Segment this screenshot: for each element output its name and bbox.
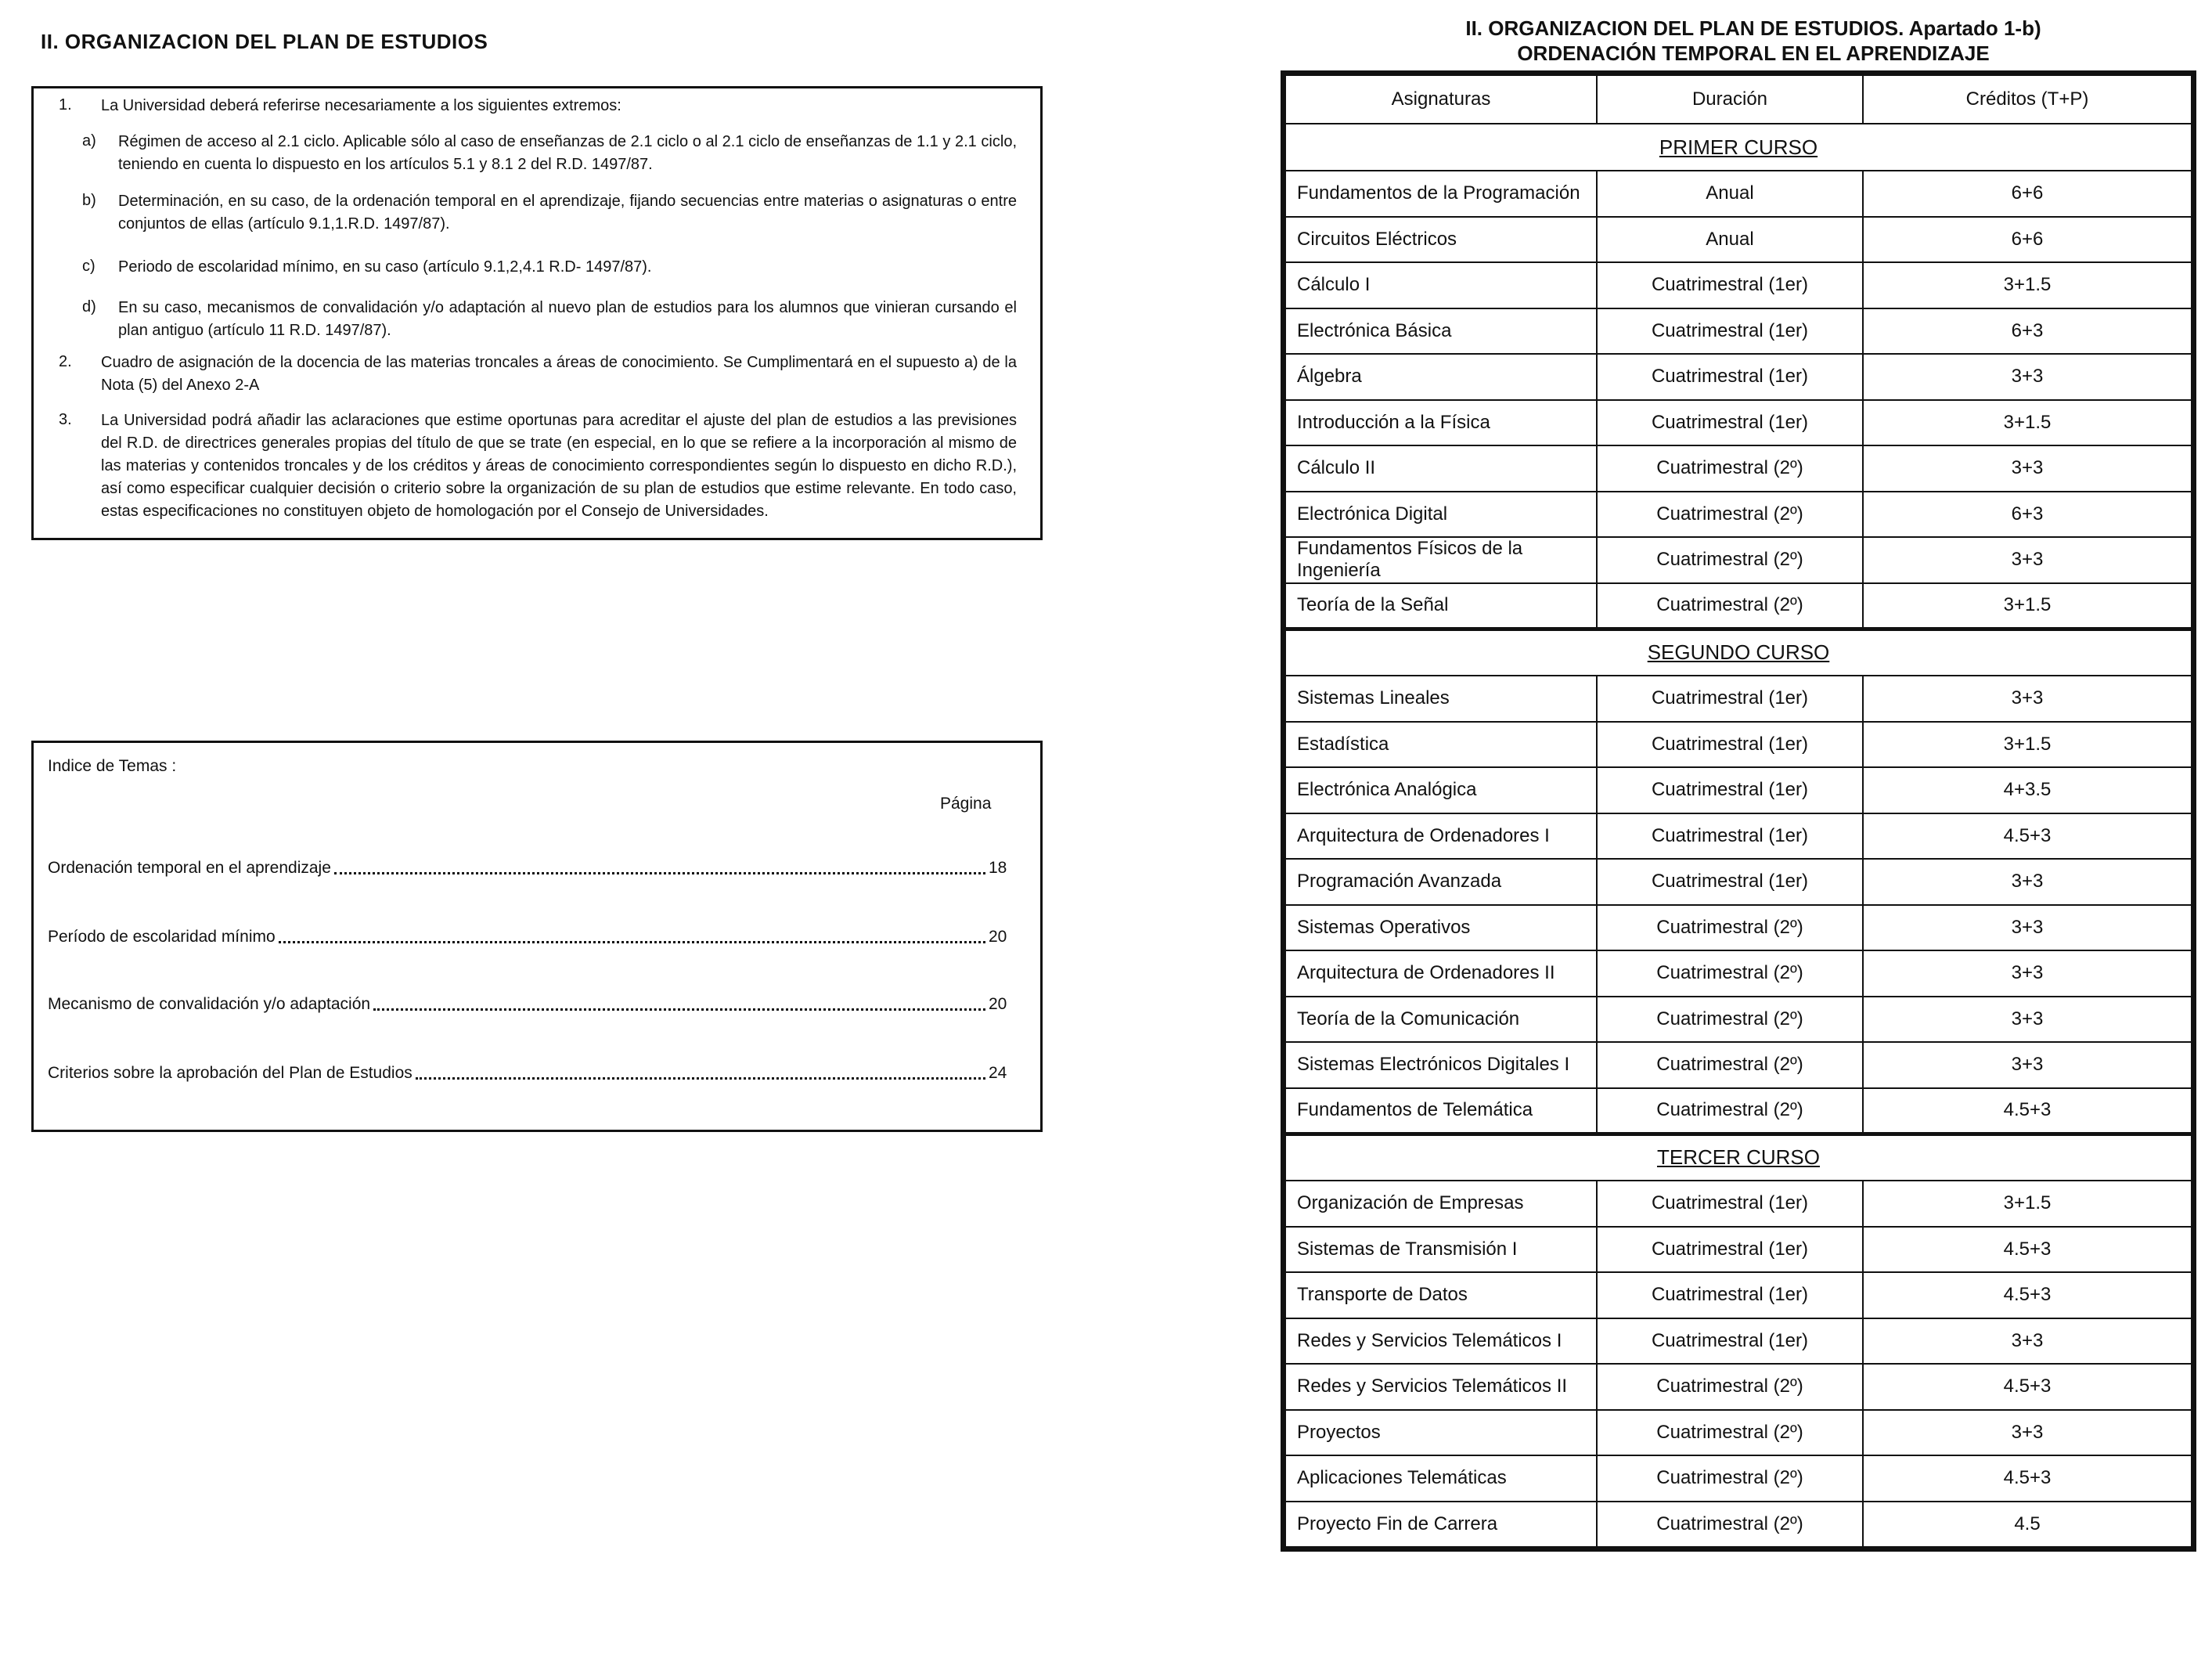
duration-cell: Cuatrimestral (2º) — [1597, 1502, 1863, 1548]
table-row — [1285, 859, 2192, 905]
table-body — [1285, 124, 2192, 1547]
index-entry-label: Mecanismo de convalidación y/o adaptación — [48, 995, 371, 1013]
credits-cell: 4.5+3 — [1863, 1088, 2192, 1134]
table-row — [1285, 1502, 2192, 1548]
subject-cell: Arquitectura de Ordenadores I — [1285, 813, 1597, 860]
duration-cell: Cuatrimestral (1er) — [1597, 308, 1863, 355]
section-title: SEGUNDO CURSO — [1285, 629, 2192, 676]
requirement-d: En su caso, mecanismos de convalidación y/o adaptación al nuevo plan de estudios para los alumnos que vinieran cursando el plan antiguo (artículo 11 R.D. 1497/87). — [118, 299, 1017, 339]
table-row — [1285, 262, 2192, 308]
section-header-row — [1285, 629, 2192, 676]
table-row — [1285, 722, 2192, 768]
credits-cell: 6+3 — [1863, 308, 2192, 355]
requirement-item-1: La Universidad deberá referirse necesariamente a los siguientes extremos: — [101, 97, 621, 114]
table-row — [1285, 445, 2192, 492]
duration-cell: Cuatrimestral (2º) — [1597, 1364, 1863, 1410]
credits-cell: 3+3 — [1863, 1318, 2192, 1365]
duration-cell: Cuatrimestral (1er) — [1597, 813, 1863, 860]
duration-cell: Cuatrimestral (1er) — [1597, 767, 1863, 813]
credits-cell: 3+1.5 — [1863, 400, 2192, 446]
credits-cell: 6+6 — [1863, 217, 2192, 263]
item-number: 2. — [59, 353, 72, 370]
subject-cell: Aplicaciones Telemáticas — [1285, 1455, 1597, 1502]
requirement-a: Régimen de acceso al 2.1 ciclo. Aplicable sólo al caso de enseñanzas de 2.1 ciclo o al 2.1 ciclo de enseñanzas de 1.1 y 2.1 ciclo, teniendo en cuenta lo dispuesto en los artículos 5.1 y 8.1 2 del R.D. 1497/87. — [118, 133, 1017, 173]
item-letter: b) — [82, 192, 96, 209]
table-header-row — [1285, 75, 2192, 124]
duration-cell: Cuatrimestral (2º) — [1597, 492, 1863, 538]
item-letter: c) — [82, 258, 95, 275]
subject-cell: Electrónica Analógica — [1285, 767, 1597, 813]
credits-cell: 3+3 — [1863, 676, 2192, 722]
index-entry-label: Ordenación temporal en el aprendizaje — [48, 859, 331, 877]
item-number: 3. — [59, 411, 72, 428]
credits-cell: 3+3 — [1863, 1410, 2192, 1456]
subject-cell: Cálculo II — [1285, 445, 1597, 492]
section-title: PRIMER CURSO — [1285, 124, 2192, 171]
requirement-item-3: La Universidad podrá añadir las aclaraciones que estime oportunas para acreditar el ajuste del plan de estudios a las previsiones del R.D. de directrices generales propias del título de que se trate (en especial, en lo que se refiere a la incorporación al mismo de las materias y contenidos troncales y de los créditos y áreas de conocimiento correspondientes según lo dispuesto en dicho R.D.), así como especificar cualquier decisión o criterio sobre la organización de su plan de estudios que estime relevante. En todo caso, estas especificaciones no constituyen objeto de homologación por el Consejo de Universidades. — [101, 412, 1017, 520]
duration-cell: Cuatrimestral (1er) — [1597, 1227, 1863, 1273]
subject-cell: Transporte de Datos — [1285, 1272, 1597, 1318]
index-entry[interactable] — [48, 859, 1012, 878]
duration-cell: Cuatrimestral (1er) — [1597, 1181, 1863, 1227]
table-row — [1285, 1364, 2192, 1410]
table-row — [1285, 1042, 2192, 1088]
table-row — [1285, 767, 2192, 813]
subject-cell: Introducción a la Física — [1285, 400, 1597, 446]
subject-cell: Teoría de la Comunicación — [1285, 997, 1597, 1043]
table-row — [1285, 492, 2192, 538]
duration-cell: Cuatrimestral (2º) — [1597, 583, 1863, 629]
duration-cell: Cuatrimestral (1er) — [1597, 262, 1863, 308]
table-row — [1285, 997, 2192, 1043]
duration-cell: Cuatrimestral (1er) — [1597, 1318, 1863, 1365]
duration-cell: Cuatrimestral (1er) — [1597, 400, 1863, 446]
subject-cell: Teoría de la Señal — [1285, 583, 1597, 629]
duration-cell: Cuatrimestral (2º) — [1597, 950, 1863, 997]
item-letter: a) — [82, 132, 96, 150]
index-entry-page: 24 — [989, 1064, 1007, 1082]
page-column-label: Página — [940, 795, 992, 813]
credits-cell: 3+3 — [1863, 537, 2192, 583]
subject-cell: Fundamentos Físicos de la Ingeniería — [1285, 537, 1597, 583]
credits-cell: 3+3 — [1863, 859, 2192, 905]
index-heading: Indice de Temas : — [48, 757, 177, 775]
table-row — [1285, 308, 2192, 355]
credits-cell: 3+3 — [1863, 997, 2192, 1043]
item-letter: d) — [82, 298, 96, 315]
subject-cell: Sistemas Electrónicos Digitales I — [1285, 1042, 1597, 1088]
table-row — [1285, 1455, 2192, 1502]
index-entry-label: Período de escolaridad mínimo — [48, 928, 276, 946]
duration-cell: Cuatrimestral (1er) — [1597, 722, 1863, 768]
subject-cell: Sistemas Lineales — [1285, 676, 1597, 722]
index-entry-page: 20 — [989, 928, 1007, 946]
credits-cell: 3+3 — [1863, 354, 2192, 400]
table-row — [1285, 1410, 2192, 1456]
right-page-title: II. ORGANIZACION DEL PLAN DE ESTUDIOS. Apartado 1-b) — [1465, 16, 2041, 40]
duration-cell: Cuatrimestral (1er) — [1597, 354, 1863, 400]
duration-cell: Cuatrimestral (2º) — [1597, 1042, 1863, 1088]
duration-cell: Cuatrimestral (2º) — [1597, 905, 1863, 951]
table-row — [1285, 400, 2192, 446]
credits-cell: 4.5+3 — [1863, 1227, 2192, 1273]
index-entry[interactable] — [48, 1064, 1012, 1083]
subject-cell: Sistemas de Transmisión I — [1285, 1227, 1597, 1273]
credits-cell: 3+3 — [1863, 1042, 2192, 1088]
item-number: 1. — [59, 96, 72, 114]
credits-cell: 6+6 — [1863, 171, 2192, 217]
table-row — [1285, 1227, 2192, 1273]
subject-cell: Redes y Servicios Telemáticos II — [1285, 1364, 1597, 1410]
duration-cell: Cuatrimestral (2º) — [1597, 445, 1863, 492]
duration-cell: Cuatrimestral (2º) — [1597, 1088, 1863, 1134]
subject-cell: Proyectos — [1285, 1410, 1597, 1456]
section-header-row — [1285, 124, 2192, 171]
right-page-subtitle: ORDENACIÓN TEMPORAL EN EL APRENDIZAJE — [1517, 41, 1990, 65]
dot-leader — [279, 941, 985, 943]
credits-cell: 3+1.5 — [1863, 583, 2192, 629]
table-row — [1285, 1181, 2192, 1227]
subject-cell: Fundamentos de Telemática — [1285, 1088, 1597, 1134]
subject-cell: Arquitectura de Ordenadores II — [1285, 950, 1597, 997]
duration-cell: Cuatrimestral (1er) — [1597, 859, 1863, 905]
table-row — [1285, 171, 2192, 217]
duration-cell: Cuatrimestral (2º) — [1597, 997, 1863, 1043]
index-entry-page: 18 — [989, 859, 1007, 877]
requirement-c: Periodo de escolaridad mínimo, en su caso (artículo 9.1,2,4.1 R.D- 1497/87). — [118, 258, 652, 276]
requirements-box — [31, 86, 1043, 540]
credits-cell: 3+3 — [1863, 445, 2192, 492]
subject-cell: Sistemas Operativos — [1285, 905, 1597, 951]
credits-cell: 4.5+3 — [1863, 1455, 2192, 1502]
table-row — [1285, 1088, 2192, 1134]
credits-cell: 4+3.5 — [1863, 767, 2192, 813]
subject-cell: Estadística — [1285, 722, 1597, 768]
subject-cell: Proyecto Fin de Carrera — [1285, 1502, 1597, 1548]
column-header-credits: Créditos (T+P) — [1863, 75, 2192, 124]
subject-cell: Cálculo I — [1285, 262, 1597, 308]
section-title: TERCER CURSO — [1285, 1134, 2192, 1181]
credits-cell: 4.5+3 — [1863, 813, 2192, 860]
duration-cell: Cuatrimestral (1er) — [1597, 676, 1863, 722]
column-header-subject: Asignaturas — [1285, 75, 1597, 124]
dot-leader — [373, 1008, 985, 1011]
credits-cell: 4.5+3 — [1863, 1272, 2192, 1318]
subject-cell: Organización de Empresas — [1285, 1181, 1597, 1227]
credits-cell: 3+1.5 — [1863, 722, 2192, 768]
topic-index-box — [31, 741, 1043, 1132]
subject-cell: Electrónica Básica — [1285, 308, 1597, 355]
table-row — [1285, 1272, 2192, 1318]
index-entry[interactable] — [48, 995, 1012, 1014]
credits-cell: 3+1.5 — [1863, 1181, 2192, 1227]
subject-cell: Fundamentos de la Programación — [1285, 171, 1597, 217]
index-entry-label: Criterios sobre la aprobación del Plan de Estudios — [48, 1064, 412, 1082]
table-row — [1285, 905, 2192, 951]
dot-leader — [334, 872, 985, 874]
table-row — [1285, 813, 2192, 860]
subject-cell: Redes y Servicios Telemáticos I — [1285, 1318, 1597, 1365]
duration-cell: Cuatrimestral (1er) — [1597, 1272, 1863, 1318]
duration-cell: Cuatrimestral (2º) — [1597, 1455, 1863, 1502]
credits-cell: 4.5 — [1863, 1502, 2192, 1548]
index-entry-page: 20 — [989, 995, 1007, 1013]
duration-cell: Anual — [1597, 217, 1863, 263]
duration-cell: Cuatrimestral (2º) — [1597, 537, 1863, 583]
subject-cell: Programación Avanzada — [1285, 859, 1597, 905]
credits-cell: 3+3 — [1863, 905, 2192, 951]
section-header-row — [1285, 1134, 2192, 1181]
duration-cell: Anual — [1597, 171, 1863, 217]
column-header-duration: Duración — [1597, 75, 1863, 124]
index-entry[interactable] — [48, 928, 1012, 946]
table-row — [1285, 950, 2192, 997]
table-row — [1285, 354, 2192, 400]
credits-cell: 3+3 — [1863, 950, 2192, 997]
subject-cell: Electrónica Digital — [1285, 492, 1597, 538]
table-row — [1285, 1318, 2192, 1365]
course-schedule-table — [1281, 70, 2196, 1552]
credits-cell: 4.5+3 — [1863, 1364, 2192, 1410]
table-row — [1285, 676, 2192, 722]
credits-cell: 3+1.5 — [1863, 262, 2192, 308]
table-row — [1285, 217, 2192, 263]
table-row — [1285, 537, 2192, 583]
subject-cell: Álgebra — [1285, 354, 1597, 400]
table-row — [1285, 583, 2192, 629]
credits-cell: 6+3 — [1863, 492, 2192, 538]
dot-leader — [416, 1077, 985, 1080]
left-page-title: II. ORGANIZACION DEL PLAN DE ESTUDIOS — [41, 30, 488, 53]
subject-cell: Circuitos Eléctricos — [1285, 217, 1597, 263]
requirement-b: Determinación, en su caso, de la ordenación temporal en el aprendizaje, fijando secuencias entre materias o asignaturas o entre conjuntos de ellas (artículo 9.1,1.R.D. 1497/87). — [118, 193, 1017, 233]
duration-cell: Cuatrimestral (2º) — [1597, 1410, 1863, 1456]
requirement-item-2: Cuadro de asignación de la docencia de las materias troncales a áreas de conocimiento. Se Cumplimentará en el supuesto a) de la Nota (5) del Anexo 2-A — [101, 354, 1017, 394]
